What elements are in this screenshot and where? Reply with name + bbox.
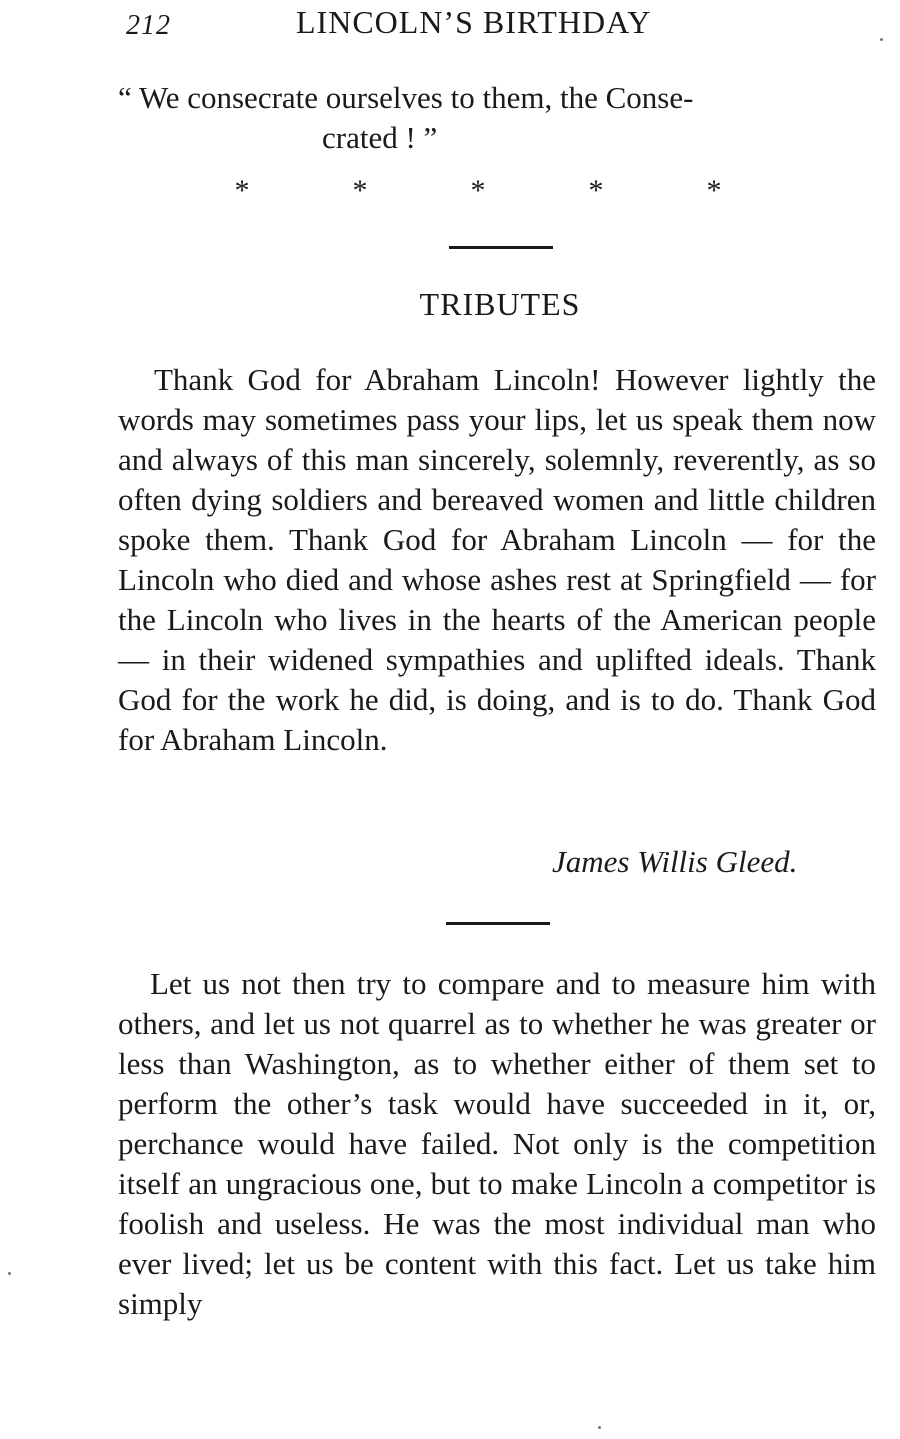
separator-star: * bbox=[234, 174, 250, 207]
closing-quote-line-2: crated ! ” bbox=[322, 120, 438, 155]
section-title: TRIBUTES bbox=[419, 286, 581, 322]
paper-speck bbox=[8, 1272, 11, 1275]
section-divider bbox=[449, 246, 553, 249]
tribute-paragraph: Let us not then try to compare and to measure him with others, and let us not quarrel as to whether he was greater or less than Washington, as to whether either of them set to perform the other’s task would have succeeded in it, or, perchance would have failed. Not only is the competition itself an ungracious one, but to make Lincoln a competitor is foolish and useless. He was the most individual man who ever lived; let us be content with this fact. Let us take him simply bbox=[118, 966, 876, 1321]
page-number: 212 bbox=[126, 10, 171, 41]
separator-star: * bbox=[706, 174, 722, 207]
asterism-separator bbox=[228, 174, 728, 208]
separator-star: * bbox=[470, 174, 486, 207]
page-header bbox=[120, 2, 880, 46]
separator-star: * bbox=[588, 174, 604, 207]
paper-speck bbox=[598, 1426, 601, 1429]
closing-quote-line-1: “ We consecrate ourselves to them, the Conse- bbox=[118, 80, 694, 115]
separator-star: * bbox=[352, 174, 368, 207]
tribute-author: James Willis Gleed. bbox=[552, 844, 798, 879]
tribute-paragraph: Thank God for Abraham Lincoln! However lightly the words may sometimes pass your lips, let us speak them now and always of this man sincerely, solemnly, reverently, as so often dying soldiers and bereaved women and little children spoke them. Thank God for Abraham Lincoln — for the Lincoln who died and whose ashes rest at Springfield — for the Lincoln who lives in the hearts of the American people — in their widened sympathies and uplifted ideals. Thank God for the work he did, is doing, and is to do. Thank God for Abraham Lincoln. bbox=[118, 362, 876, 757]
running-head: LINCOLN’S BIRTHDAY bbox=[296, 4, 652, 40]
paper-speck bbox=[880, 38, 883, 41]
section-divider bbox=[446, 922, 550, 925]
